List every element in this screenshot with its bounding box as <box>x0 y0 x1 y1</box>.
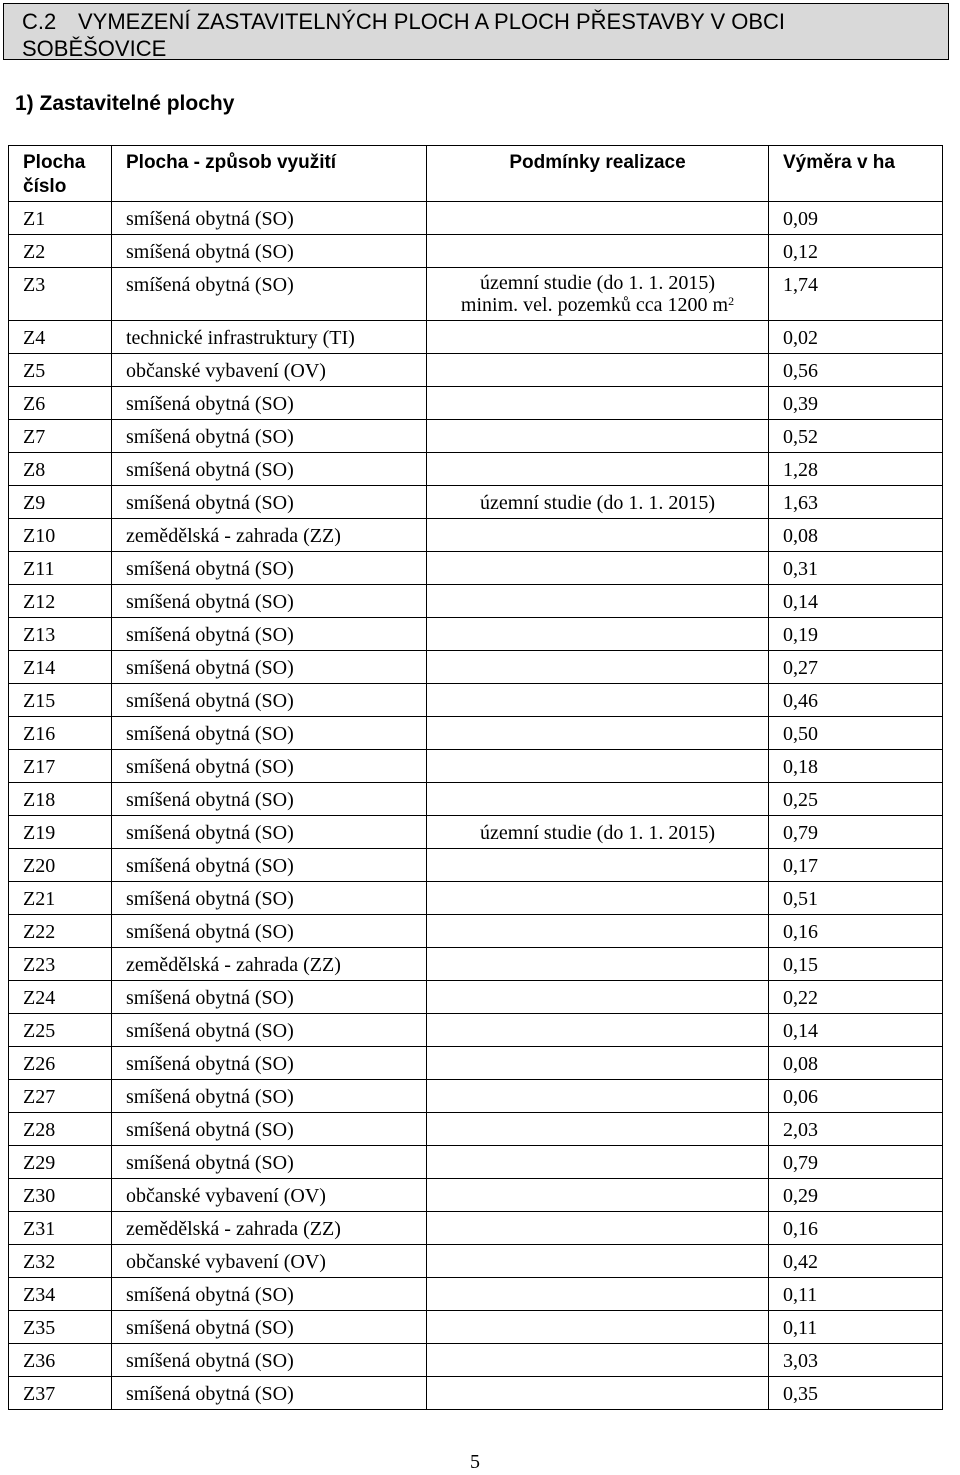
table-row <box>9 387 943 420</box>
cell-conditions <box>427 783 769 816</box>
column-header-id: Plocha číslo <box>9 146 112 202</box>
cell-id: Z27 <box>9 1080 112 1113</box>
cell-use: smíšená obytná (SO) <box>112 1146 427 1179</box>
chapter-title: VYMEZENÍ ZASTAVITELNÝCH PLOCH A PLOCH PŘESTAVBY V OBCI SOBĚŠOVICE <box>22 9 786 61</box>
cell-use: smíšená obytná (SO) <box>112 387 427 420</box>
cell-id: Z29 <box>9 1146 112 1179</box>
cell-id: Z13 <box>9 618 112 651</box>
table-row <box>9 618 943 651</box>
table-row <box>9 717 943 750</box>
cell-conditions <box>427 948 769 981</box>
cell-area: 0,50 <box>769 717 943 750</box>
cell-conditions <box>427 354 769 387</box>
cell-conditions <box>427 1278 769 1311</box>
cell-use: smíšená obytná (SO) <box>112 816 427 849</box>
cell-conditions <box>427 684 769 717</box>
table-row <box>9 1080 943 1113</box>
cell-conditions <box>427 651 769 684</box>
cell-use: smíšená obytná (SO) <box>112 750 427 783</box>
areas-table <box>8 145 943 1410</box>
table-row <box>9 420 943 453</box>
cell-use: smíšená obytná (SO) <box>112 453 427 486</box>
cell-area: 0,11 <box>769 1278 943 1311</box>
cell-use: smíšená obytná (SO) <box>112 420 427 453</box>
cell-conditions <box>427 1245 769 1278</box>
table-row <box>9 981 943 1014</box>
conditions-text: minim. vel. pozemků cca 1200 m <box>460 294 729 316</box>
cell-conditions <box>427 882 769 915</box>
cell-id: Z23 <box>9 948 112 981</box>
cell-conditions <box>427 453 769 486</box>
column-header-conditions: Podmínky realizace <box>427 146 769 202</box>
cell-use: smíšená obytná (SO) <box>112 684 427 717</box>
cell-use: smíšená obytná (SO) <box>112 1113 427 1146</box>
cell-area: 0,18 <box>769 750 943 783</box>
cell-area: 0,12 <box>769 235 943 268</box>
table-row <box>9 651 943 684</box>
table-row <box>9 816 943 849</box>
cell-use: smíšená obytná (SO) <box>112 1344 427 1377</box>
cell-id: Z8 <box>9 453 112 486</box>
cell-use: smíšená obytná (SO) <box>112 1080 427 1113</box>
cell-area: 0,11 <box>769 1311 943 1344</box>
cell-conditions <box>427 1080 769 1113</box>
cell-area: 0,17 <box>769 849 943 882</box>
cell-area: 0,08 <box>769 519 943 552</box>
cell-area: 0,27 <box>769 651 943 684</box>
table-row <box>9 1377 943 1410</box>
cell-use: zemědělská - zahrada (ZZ) <box>112 519 427 552</box>
table-body <box>9 202 943 1410</box>
cell-id: Z20 <box>9 849 112 882</box>
table-row <box>9 453 943 486</box>
cell-id: Z12 <box>9 585 112 618</box>
cell-area: 0,79 <box>769 816 943 849</box>
cell-area: 0,46 <box>769 684 943 717</box>
chapter-header <box>3 3 949 60</box>
table-row <box>9 882 943 915</box>
cell-area: 0,79 <box>769 1146 943 1179</box>
cell-area: 0,42 <box>769 1245 943 1278</box>
table-row <box>9 1311 943 1344</box>
cell-id: Z19 <box>9 816 112 849</box>
cell-use: smíšená obytná (SO) <box>112 882 427 915</box>
cell-area: 0,02 <box>769 321 943 354</box>
cell-id: Z6 <box>9 387 112 420</box>
cell-area: 0,14 <box>769 1014 943 1047</box>
table-row <box>9 1278 943 1311</box>
cell-area: 0,08 <box>769 1047 943 1080</box>
cell-conditions <box>427 268 769 321</box>
cell-id: Z21 <box>9 882 112 915</box>
cell-conditions <box>427 717 769 750</box>
cell-area: 0,22 <box>769 981 943 1014</box>
cell-conditions <box>427 1377 769 1410</box>
cell-area: 0,16 <box>769 1212 943 1245</box>
cell-id: Z3 <box>9 268 112 321</box>
page-number: 5 <box>470 1451 480 1473</box>
cell-use: smíšená obytná (SO) <box>112 585 427 618</box>
cell-conditions <box>427 1179 769 1212</box>
table-row <box>9 1146 943 1179</box>
cell-conditions <box>427 618 769 651</box>
table-row <box>9 750 943 783</box>
cell-use: smíšená obytná (SO) <box>112 1278 427 1311</box>
table-row <box>9 519 943 552</box>
cell-id: Z34 <box>9 1278 112 1311</box>
cell-id: Z37 <box>9 1377 112 1410</box>
superscript: 2 <box>728 294 735 308</box>
column-header-use: Plocha - způsob využití <box>112 146 427 202</box>
cell-conditions <box>427 1344 769 1377</box>
table-row <box>9 1047 943 1080</box>
table-row <box>9 268 943 321</box>
cell-conditions <box>427 849 769 882</box>
cell-use: smíšená obytná (SO) <box>112 783 427 816</box>
cell-id: Z18 <box>9 783 112 816</box>
cell-conditions <box>427 235 769 268</box>
cell-conditions <box>427 915 769 948</box>
cell-conditions <box>427 981 769 1014</box>
cell-id: Z2 <box>9 235 112 268</box>
cell-area: 0,51 <box>769 882 943 915</box>
cell-area: 0,39 <box>769 387 943 420</box>
cell-use: smíšená obytná (SO) <box>112 1047 427 1080</box>
cell-use: technické infrastruktury (TI) <box>112 321 427 354</box>
cell-use: zemědělská - zahrada (ZZ) <box>112 1212 427 1245</box>
cell-area: 0,31 <box>769 552 943 585</box>
table-row <box>9 235 943 268</box>
table-row <box>9 585 943 618</box>
cell-use: smíšená obytná (SO) <box>112 486 427 519</box>
cell-id: Z31 <box>9 1212 112 1245</box>
cell-conditions <box>427 202 769 235</box>
table-row <box>9 1179 943 1212</box>
cell-area: 1,28 <box>769 453 943 486</box>
cell-conditions <box>427 1113 769 1146</box>
cell-id: Z15 <box>9 684 112 717</box>
cell-use: smíšená obytná (SO) <box>112 1311 427 1344</box>
cell-area: 0,15 <box>769 948 943 981</box>
cell-conditions <box>427 750 769 783</box>
cell-area: 0,19 <box>769 618 943 651</box>
cell-use: občanské vybavení (OV) <box>112 1179 427 1212</box>
cell-area: 0,16 <box>769 915 943 948</box>
table-row <box>9 1014 943 1047</box>
cell-id: Z35 <box>9 1311 112 1344</box>
cell-id: Z25 <box>9 1014 112 1047</box>
cell-id: Z4 <box>9 321 112 354</box>
cell-id: Z24 <box>9 981 112 1014</box>
cell-use: smíšená obytná (SO) <box>112 1014 427 1047</box>
conditions-line: územní studie (do 1. 1. 2015) <box>480 272 715 294</box>
table-row <box>9 321 943 354</box>
cell-id: Z1 <box>9 202 112 235</box>
table-row <box>9 486 943 519</box>
cell-id: Z32 <box>9 1245 112 1278</box>
table-row <box>9 849 943 882</box>
cell-conditions: územní studie (do 1. 1. 2015) <box>427 816 769 849</box>
cell-id: Z30 <box>9 1179 112 1212</box>
cell-id: Z14 <box>9 651 112 684</box>
table-row <box>9 202 943 235</box>
cell-use: smíšená obytná (SO) <box>112 981 427 1014</box>
table-row <box>9 684 943 717</box>
cell-id: Z9 <box>9 486 112 519</box>
conditions-line <box>427 294 768 316</box>
cell-area: 0,56 <box>769 354 943 387</box>
column-header-area: Výměra v ha <box>769 146 943 202</box>
chapter-number: C.2 <box>22 9 57 34</box>
cell-area: 1,74 <box>769 268 943 321</box>
table-row <box>9 1212 943 1245</box>
cell-area: 3,03 <box>769 1344 943 1377</box>
cell-use: smíšená obytná (SO) <box>112 1377 427 1410</box>
table-row <box>9 948 943 981</box>
cell-id: Z7 <box>9 420 112 453</box>
cell-id: Z16 <box>9 717 112 750</box>
cell-use: zemědělská - zahrada (ZZ) <box>112 948 427 981</box>
cell-use: smíšená obytná (SO) <box>112 849 427 882</box>
cell-conditions <box>427 387 769 420</box>
cell-id: Z36 <box>9 1344 112 1377</box>
table-row <box>9 915 943 948</box>
cell-area: 0,35 <box>769 1377 943 1410</box>
cell-use: smíšená obytná (SO) <box>112 651 427 684</box>
table-row <box>9 1245 943 1278</box>
cell-use: smíšená obytná (SO) <box>112 717 427 750</box>
cell-area: 2,03 <box>769 1113 943 1146</box>
table-header-row <box>9 146 943 202</box>
cell-use: smíšená obytná (SO) <box>112 618 427 651</box>
cell-use: smíšená obytná (SO) <box>112 552 427 585</box>
cell-area: 0,25 <box>769 783 943 816</box>
cell-id: Z26 <box>9 1047 112 1080</box>
cell-area: 0,29 <box>769 1179 943 1212</box>
cell-area: 0,09 <box>769 202 943 235</box>
table-row <box>9 552 943 585</box>
cell-conditions <box>427 1047 769 1080</box>
cell-use: smíšená obytná (SO) <box>112 915 427 948</box>
cell-conditions <box>427 552 769 585</box>
section-title: 1) Zastavitelné plochy <box>15 92 235 115</box>
cell-id: Z28 <box>9 1113 112 1146</box>
cell-area: 1,63 <box>769 486 943 519</box>
cell-conditions <box>427 585 769 618</box>
cell-id: Z22 <box>9 915 112 948</box>
cell-use: smíšená obytná (SO) <box>112 268 427 321</box>
cell-conditions: územní studie (do 1. 1. 2015) <box>427 486 769 519</box>
cell-conditions <box>427 1014 769 1047</box>
cell-id: Z11 <box>9 552 112 585</box>
table-row <box>9 354 943 387</box>
cell-conditions <box>427 420 769 453</box>
cell-conditions <box>427 1212 769 1245</box>
table-row <box>9 1113 943 1146</box>
cell-use: smíšená obytná (SO) <box>112 235 427 268</box>
cell-conditions <box>427 1146 769 1179</box>
table-row <box>9 1344 943 1377</box>
cell-id: Z17 <box>9 750 112 783</box>
cell-use: smíšená obytná (SO) <box>112 202 427 235</box>
cell-conditions <box>427 519 769 552</box>
cell-use: občanské vybavení (OV) <box>112 1245 427 1278</box>
cell-conditions <box>427 321 769 354</box>
cell-id: Z10 <box>9 519 112 552</box>
cell-use: občanské vybavení (OV) <box>112 354 427 387</box>
cell-conditions <box>427 1311 769 1344</box>
table-row <box>9 783 943 816</box>
cell-area: 0,52 <box>769 420 943 453</box>
cell-id: Z5 <box>9 354 112 387</box>
cell-area: 0,06 <box>769 1080 943 1113</box>
cell-area: 0,14 <box>769 585 943 618</box>
